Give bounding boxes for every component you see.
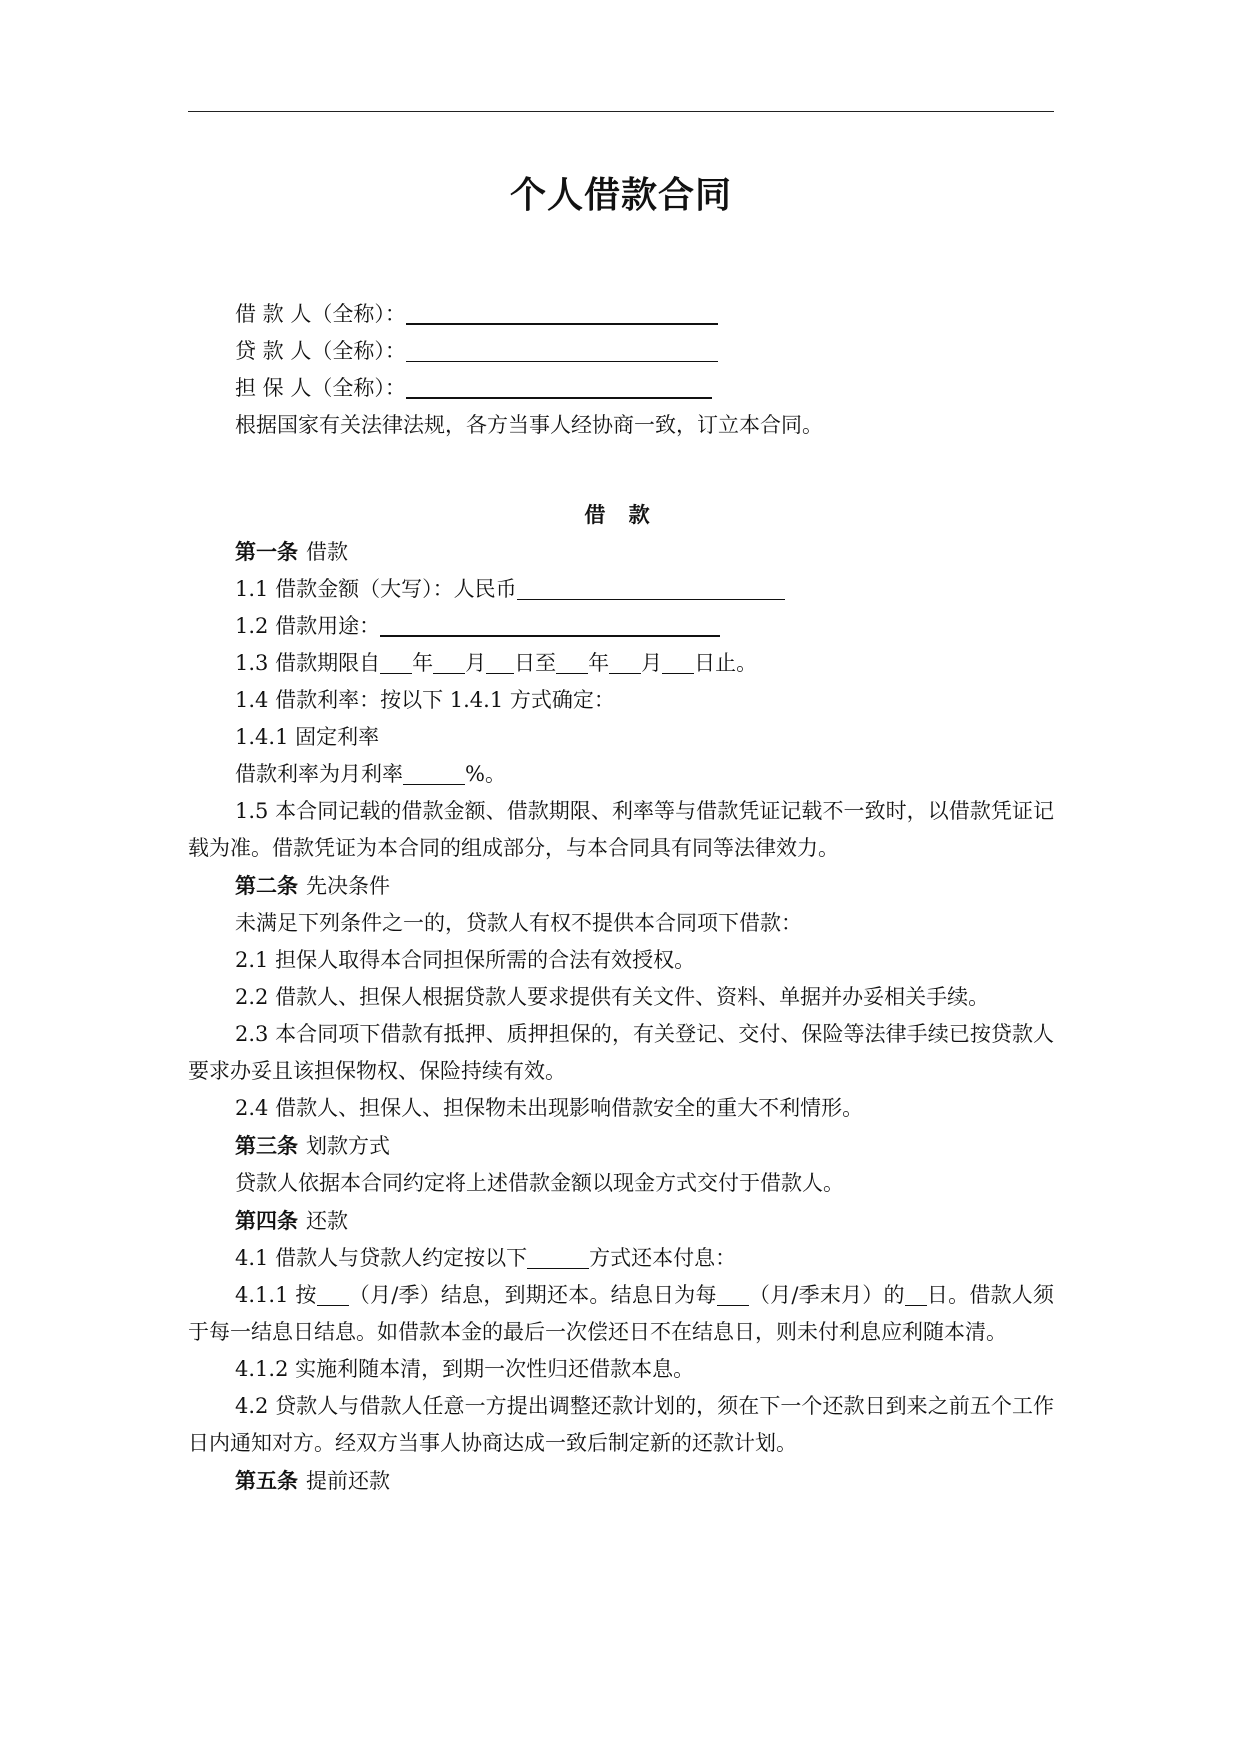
lender-name-field[interactable] [406,341,718,362]
borrower-name-field[interactable] [406,303,718,325]
article-5-heading: 第五条 提前还款 [235,1468,390,1493]
clause-1-5: 1.5 本合同记载的借款金额、借款期限、利率等与借款凭证记载不一致时，以借款凭证记载为准。借款凭证为本合同的组成部分，与本合同具有同等法律效力。 [188,799,1054,860]
clause-1-4-1: 1.4.1 固定利率 [235,725,380,749]
loan-amount-field[interactable] [517,579,785,600]
settlement-day-field[interactable] [905,1285,927,1306]
article-3-text: 贷款人依据本合同约定将上述借款金额以现金方式交付于借款人。 [235,1171,844,1195]
clause-1-1: 1.1 借款金额（大写）：人民币 [188,571,1054,608]
start-month-field[interactable] [433,653,465,674]
end-day-field[interactable] [662,653,694,674]
document-title: 个人借款合同 [509,174,732,216]
end-year-field[interactable] [556,653,588,674]
contract-body [188,170,1054,1500]
clause-4-2: 4.2 贷款人与借款人任意一方提出调整还款计划的，须在下一个还款日到来之前五个工作日内通知对方。经双方当事人协商达成一致后制定新的还款计划。 [188,1394,1054,1455]
interest-rate-line: 借款利率为月利率 %。 [235,762,506,786]
start-year-field[interactable] [380,653,412,674]
article-2-heading: 第二条 先决条件 [235,873,390,898]
clause-1-2: 1.2 借款用途： [188,608,1054,645]
settlement-month-field[interactable] [717,1285,749,1306]
clause-1-4: 1.4 借款利率：按以下 1.4.1 方式确定： [235,688,615,712]
clause-1-3: 1.3 借款期限自 年 月 日至 年 月 日止。 [235,651,758,675]
article-3-heading: 第三条 划款方式 [235,1133,390,1158]
article-2-intro: 未满足下列条件之一的，贷款人有权不提供本合同项下借款： [235,911,802,935]
clause-4-1: 4.1 借款人与贷款人约定按以下 方式还本付息： [235,1246,737,1270]
clause-2-3: 2.3 本合同项下借款有抵押、质押担保的，有关登记、交付、保险等法律手续已按贷款人要求办妥且该担保物权、保险持续有效。 [188,1022,1054,1083]
start-day-field[interactable] [486,653,514,674]
article-1-heading: 第一条 借款 [235,539,348,564]
loan-purpose-field[interactable] [380,615,720,637]
section-title: 借 款 [584,502,658,527]
party-lender: 贷 款 人（全称）： [188,333,1054,370]
header-rule [188,111,1054,112]
clause-2-1: 2.1 担保人取得本合同担保所需的合法有效授权。 [235,948,696,972]
guarantor-name-field[interactable] [406,377,712,399]
monthly-rate-field[interactable] [403,764,465,785]
clause-2-2: 2.2 借款人、担保人根据贷款人要求提供有关文件、资料、单据并办妥相关手续。 [235,985,990,1009]
end-month-field[interactable] [609,653,641,674]
article-4-heading: 第四条 还款 [235,1208,348,1233]
clause-4-1-1: 4.1.1 按 （月/季）结息，到期还本。结息日为每 （月/季末月）的 日。借款人须于每一结息日结息。如借款本金的最后一次偿还日不在结息日，则未付利息应利随本清。 [188,1283,1055,1344]
clause-2-4: 2.4 借款人、担保人、担保物未出现影响借款安全的重大不利情形。 [235,1096,864,1120]
party-guarantor: 担 保 人（全称）： [188,370,1054,407]
repayment-method-field[interactable] [527,1248,589,1269]
preamble: 根据国家有关法律法规，各方当事人经协商一致，订立本合同。 [235,413,823,437]
interest-period-field[interactable] [317,1285,349,1306]
party-borrower: 借 款 人（全称）： [188,296,1054,333]
clause-4-1-2: 4.1.2 实施利随本清，到期一次性归还借款本息。 [235,1357,695,1381]
